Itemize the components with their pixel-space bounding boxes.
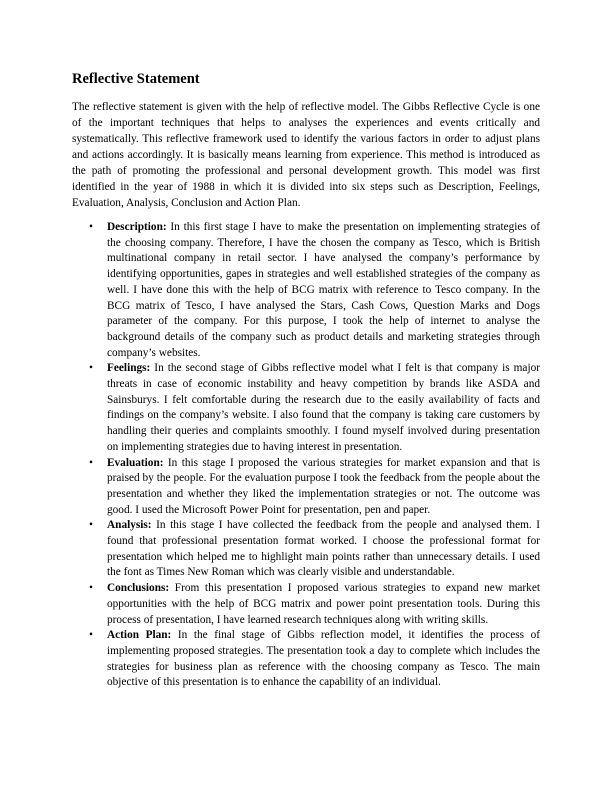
item-term: Conclusions: — [107, 582, 170, 595]
item-term: Description: — [107, 221, 167, 233]
item-text: In this stage I proposed the various strategies for market expansion and that is praised by the people. For the evaluation purpose I took the feedback from the people about the presentation and whether they liked the implementation strategies or not. The outcome was good. I used the Microsoft Power Point for presentation, pen and paper. — [107, 456, 540, 516]
list-item-evaluation — [89, 456, 540, 519]
bullet-icon: • — [89, 519, 93, 532]
bullet-icon: • — [89, 629, 93, 642]
item-text: From this presentation I proposed various strategies to expand new market opportunities with the help of BCG matrix and power point presentation tools. During this process of presentation, I have learned research techniques along with writing skills. — [107, 582, 540, 626]
item-text: In the second stage of Gibbs reflective model what I felt is that company is major threats in case of economic instability and heavy competition by brands like ASDA and Sainsburys. I felt comfortable during the research due to the easily availability of facts and findings on the company’s website. I also found that the company is taking care customers by handling their queries and complaints smoothly. I found myself involved during presentation on implementing strategies due to having interest in presentation. — [107, 362, 540, 453]
intro-paragraph: The reflective statement is given with the help of reflective model. The Gibbs Reflective Cycle is one of the important techniques that helps to analyses the experiences and events critically and systematically. This reflective framework used to identify the various factors in order to adjust plans and actions accordingly. It is basically means learning from experience. This method is introduced as the path of promoting the professional and personal development growth. This model was first identified in the year of 1988 in which it is divided into six steps such as Description, Feelings, Evaluation, Analysis, Conclusion and Action Plan. — [72, 101, 540, 209]
list-item-feelings — [89, 361, 540, 455]
item-text: In this stage I have collected the feedback from the people and analysed them. I found that professional presentation format worked. I choose the professional format for presentation which helped me to highlight main points rather than unnecessary details. I used the font as Times New Roman which was clearly visible and understandable. — [107, 519, 540, 579]
list-item-conclusions — [89, 581, 540, 628]
item-term: Action Plan: — [107, 629, 172, 642]
list-item-action-plan — [89, 628, 540, 691]
item-term: Analysis: — [107, 519, 152, 532]
item-term: Feelings: — [107, 362, 151, 375]
list-item-description — [89, 220, 540, 361]
item-term: Evaluation: — [107, 456, 164, 469]
item-text: In this first stage I have to make the presentation on implementing strategies of the choosing company. Therefore, I have the chosen the company as Tesco, which is British multinational company in retail sector. I have analysed the company’s performance by identifying opportunities, gapes in strategies and well established strategies of the company as well. I have done this with the help of BCG matrix with reference to Tesco company. In the BCG matrix of Tesco, I have analysed the Stars, Cash Cows, Question Marks and Dogs parameter of the company. For this purpose, I took the help of internet to analyse the background details of the company such as product details and marketing strategies through company’s websites. — [107, 221, 540, 359]
reflection-steps-list — [72, 220, 540, 691]
bullet-icon: • — [89, 456, 93, 469]
bullet-icon: • — [89, 362, 93, 375]
section-heading: Reflective Statement — [72, 71, 200, 87]
document-page — [72, 70, 540, 691]
bullet-icon: • — [89, 221, 93, 233]
list-item-analysis — [89, 518, 540, 581]
item-text: In the final stage of Gibbs reflection model, it identifies the process of implementing proposed strategies. The presentation took a day to complete which includes the strategies for business plan as reference with the choosing company as Tesco. The main objective of this presentation is to enhance the capability of an individual. — [107, 629, 540, 689]
bullet-icon: • — [89, 582, 93, 595]
